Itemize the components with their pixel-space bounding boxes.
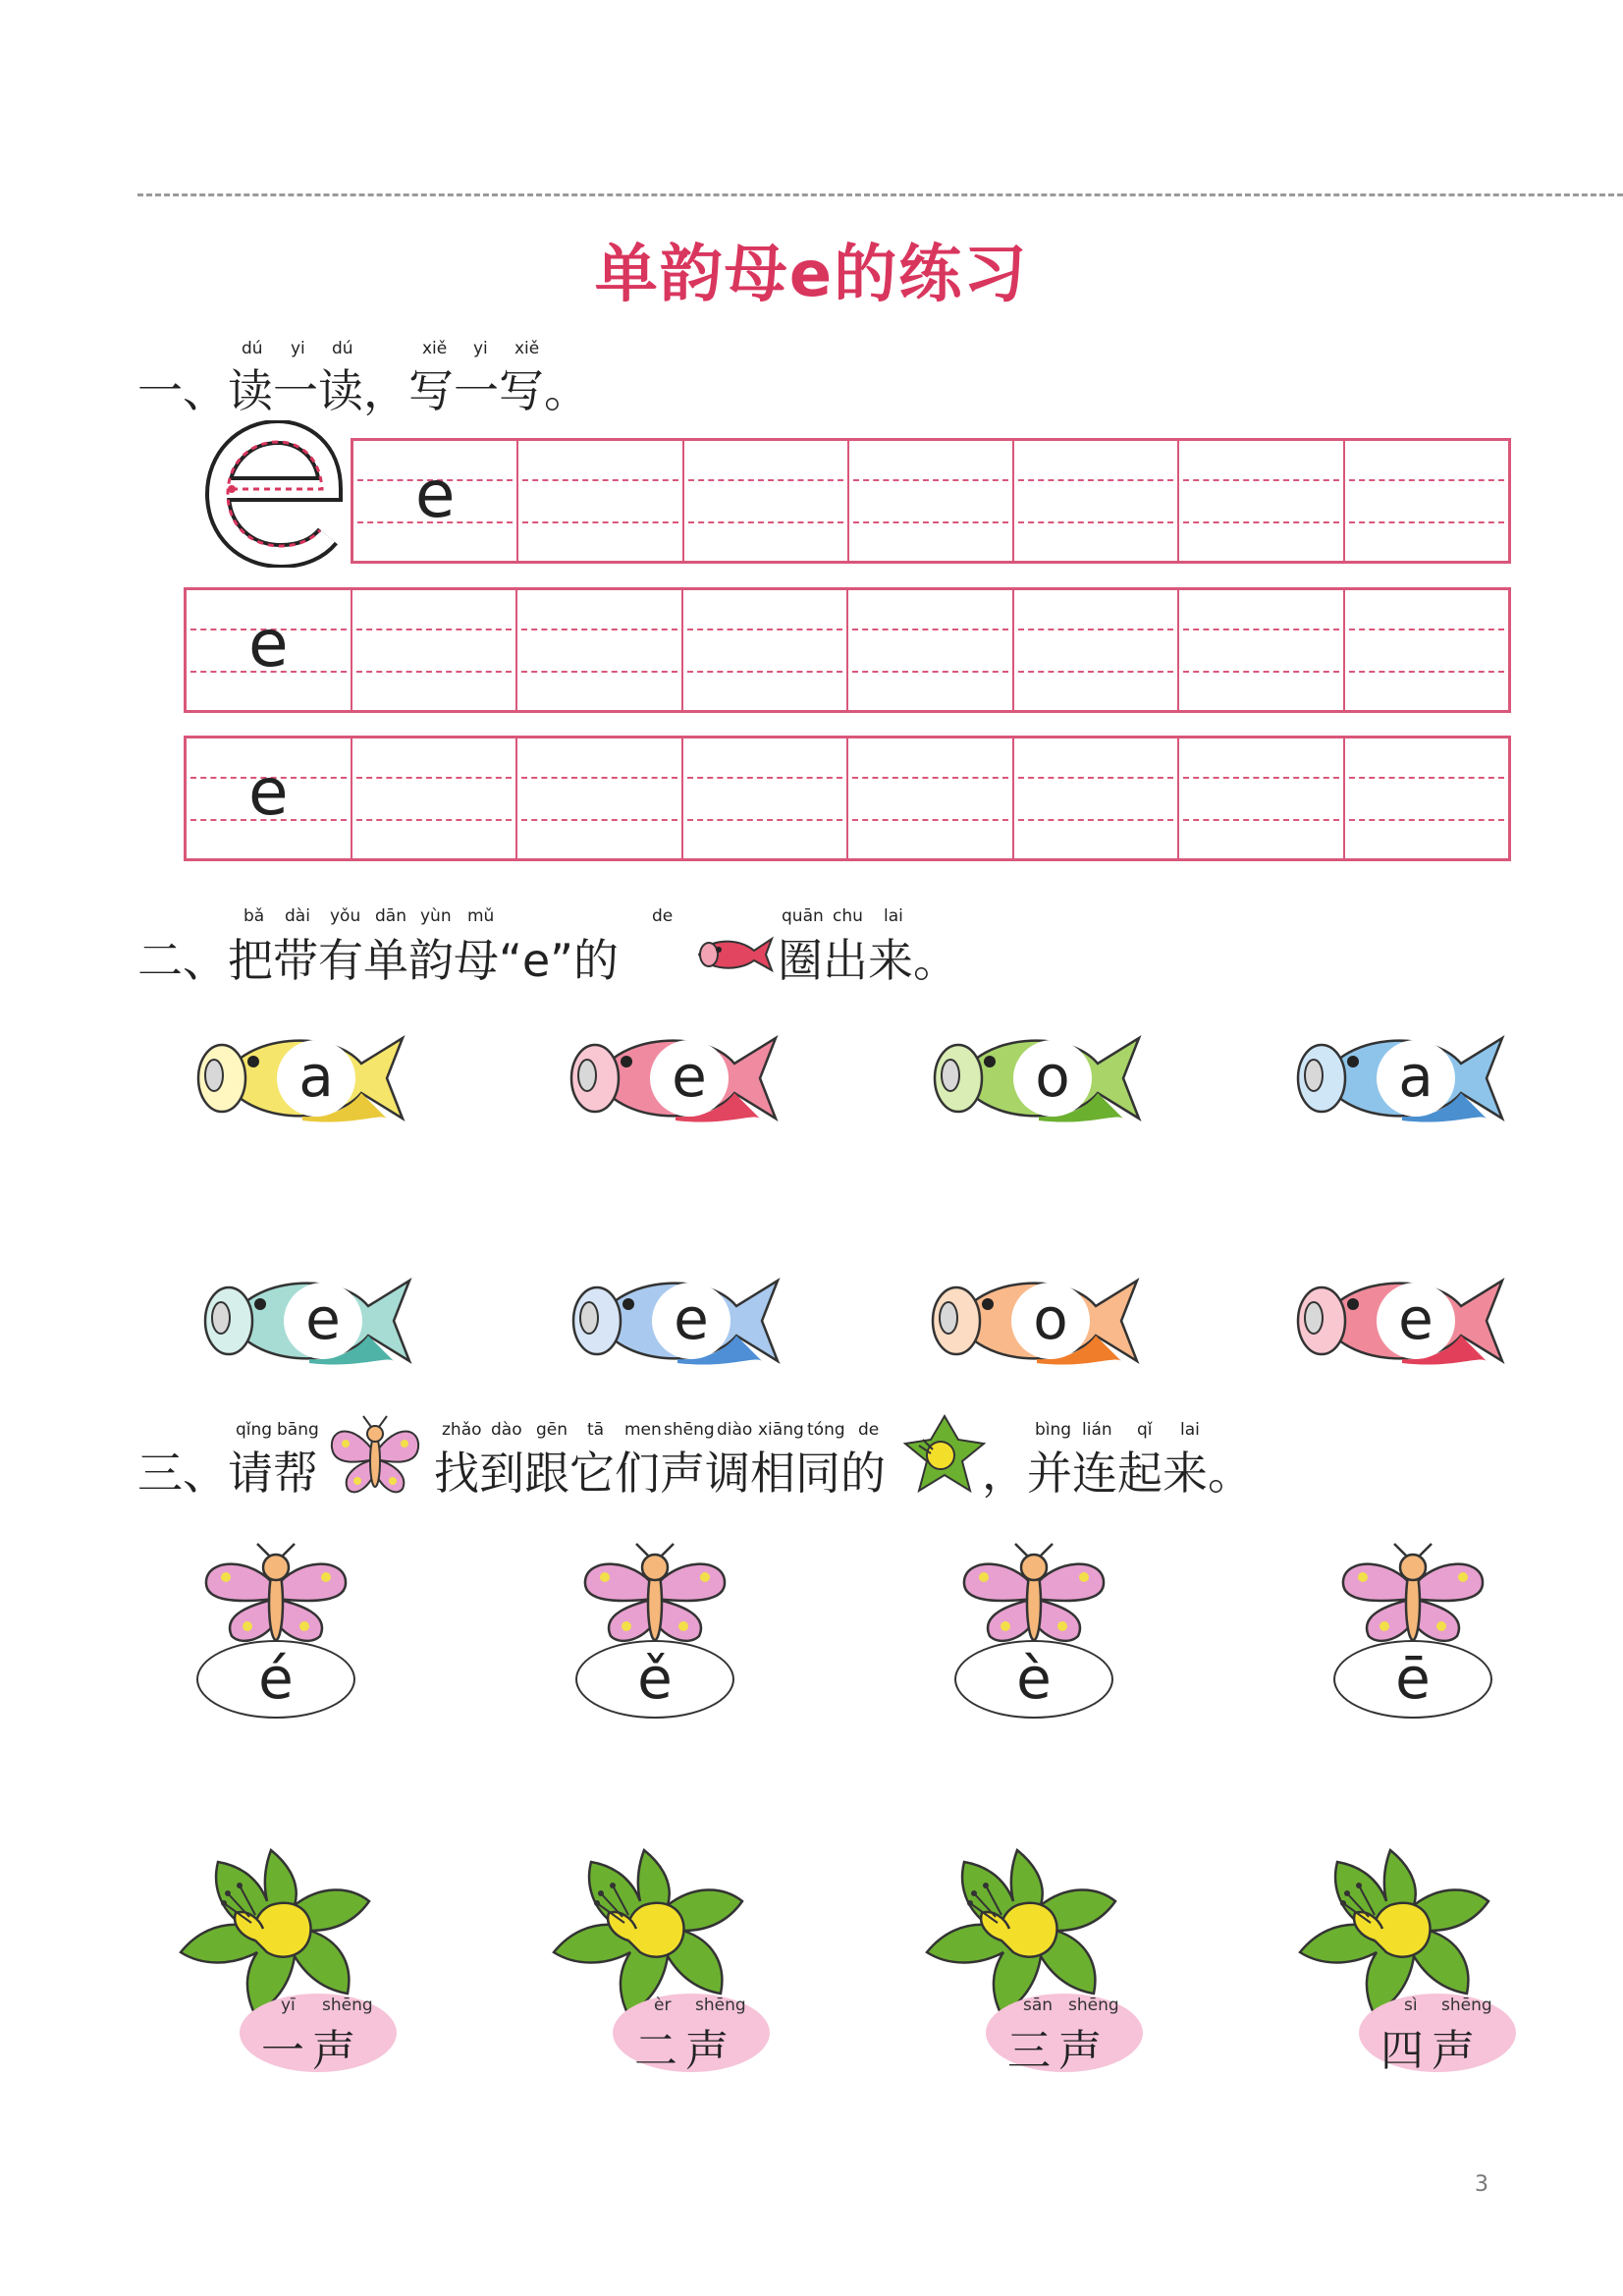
section-1-heading: 一、读一读，写一写。 bbox=[137, 364, 589, 417]
pinyin: de bbox=[858, 1420, 880, 1440]
grid-cell[interactable] bbox=[1012, 441, 1177, 561]
grid-cell[interactable] bbox=[516, 441, 681, 561]
tone-letter: é bbox=[196, 1640, 355, 1719]
tone-letter: ē bbox=[1333, 1640, 1492, 1719]
butterfly-icon bbox=[571, 1542, 738, 1650]
fish-letter: a bbox=[277, 1040, 355, 1117]
pinyin: zhǎo bbox=[442, 1420, 482, 1440]
pinyin: shēng bbox=[664, 1420, 715, 1440]
butterfly-icon bbox=[324, 1414, 426, 1499]
model-letter: e bbox=[247, 754, 289, 830]
flower-item[interactable] bbox=[546, 1846, 772, 2076]
grid-cell[interactable] bbox=[1177, 738, 1343, 858]
fish-item[interactable] bbox=[921, 1024, 1149, 1132]
pinyin: dào bbox=[491, 1420, 522, 1440]
butterfly-item[interactable] bbox=[1329, 1542, 1496, 1719]
butterfly-item[interactable] bbox=[192, 1542, 359, 1719]
grid-cell[interactable] bbox=[682, 441, 847, 561]
pinyin: quān bbox=[782, 906, 824, 926]
butterfly-item[interactable] bbox=[571, 1542, 738, 1719]
pinyin: xiě bbox=[422, 339, 448, 358]
grid-cell[interactable] bbox=[846, 738, 1012, 858]
fish-item[interactable] bbox=[919, 1267, 1147, 1375]
section-3-heading-c: ，并连起来。 bbox=[982, 1447, 1253, 1500]
pinyin: qǐng bbox=[236, 1420, 273, 1440]
fish-letter: o bbox=[1013, 1040, 1092, 1117]
pinyin: dài bbox=[285, 906, 310, 926]
pinyin: shēng bbox=[1441, 1995, 1492, 2015]
pinyin: yǒu bbox=[330, 906, 361, 926]
pinyin: shēng bbox=[1068, 1995, 1119, 2015]
fish-letter: e bbox=[652, 1283, 730, 1359]
pinyin: dú bbox=[332, 339, 353, 358]
section-3-heading-a: 三、请帮 bbox=[137, 1447, 318, 1500]
grid-cell[interactable] bbox=[515, 590, 681, 710]
butterfly-icon bbox=[1329, 1542, 1496, 1650]
pinyin: dān bbox=[375, 906, 406, 926]
pinyin: diào bbox=[717, 1420, 753, 1440]
model-letter: e bbox=[247, 606, 289, 682]
tone-letter: è bbox=[954, 1640, 1113, 1719]
fish-item[interactable] bbox=[191, 1267, 419, 1375]
pinyin: bāng bbox=[277, 1420, 319, 1440]
pinyin: gēn bbox=[536, 1420, 568, 1440]
pinyin: sān bbox=[1023, 1995, 1054, 2015]
pinyin: dú bbox=[242, 339, 263, 358]
grid-cell[interactable] bbox=[515, 738, 681, 858]
grid-cell[interactable] bbox=[681, 738, 847, 858]
grid-cell[interactable] bbox=[1012, 590, 1178, 710]
grid-cell[interactable] bbox=[1343, 441, 1508, 561]
pinyin: bǎ bbox=[243, 906, 265, 926]
butterfly-icon bbox=[950, 1542, 1117, 1650]
flower-item[interactable] bbox=[1292, 1846, 1518, 2076]
section-2-heading-b: 圈出来。 bbox=[778, 934, 958, 987]
fish-letter: e bbox=[650, 1040, 729, 1117]
pinyin: tóng bbox=[807, 1420, 845, 1440]
fish-item[interactable] bbox=[1284, 1267, 1512, 1375]
pinyin: shēng bbox=[695, 1995, 746, 2015]
grid-cell[interactable] bbox=[1343, 590, 1509, 710]
grid-cell[interactable] bbox=[351, 738, 516, 858]
pinyin: yi bbox=[291, 339, 305, 358]
pinyin: lai bbox=[884, 906, 903, 926]
fish-letter: a bbox=[1377, 1040, 1455, 1117]
pinyin: de bbox=[652, 906, 674, 926]
writing-grid-row-2 bbox=[184, 587, 1511, 713]
grid-cell[interactable] bbox=[187, 738, 351, 858]
fish-letter: e bbox=[1377, 1283, 1455, 1359]
fish-icon bbox=[693, 933, 776, 976]
pinyin: qǐ bbox=[1137, 1420, 1153, 1440]
fish-item[interactable] bbox=[558, 1024, 785, 1132]
pinyin: sì bbox=[1404, 1995, 1418, 2015]
grid-cell[interactable] bbox=[1177, 590, 1343, 710]
tone-label: 一声 bbox=[261, 2026, 363, 2076]
page-number: 3 bbox=[1475, 2172, 1488, 2197]
pinyin: chu bbox=[833, 906, 863, 926]
butterfly-icon bbox=[192, 1542, 359, 1650]
fish-item[interactable] bbox=[560, 1267, 787, 1375]
pinyin: èr bbox=[654, 1995, 672, 2015]
pinyin: men bbox=[624, 1420, 662, 1440]
section-2-heading-a: 二、把带有单韵母“e”的 bbox=[137, 934, 619, 987]
model-letter: e bbox=[414, 457, 456, 532]
pinyin: shēng bbox=[322, 1995, 373, 2015]
pinyin: mǔ bbox=[467, 906, 495, 926]
section-3-heading-b: 找到跟它们声调相同的 bbox=[434, 1447, 886, 1500]
fish-item[interactable] bbox=[1284, 1024, 1512, 1132]
flower-item[interactable] bbox=[173, 1846, 399, 2076]
grid-cell[interactable] bbox=[351, 590, 516, 710]
top-dashed-divider bbox=[137, 193, 1623, 196]
letter-e-stroke-guide-icon bbox=[204, 420, 352, 568]
flower-icon bbox=[901, 1410, 988, 1497]
fish-letter: o bbox=[1011, 1283, 1090, 1359]
flower-item[interactable] bbox=[919, 1846, 1145, 2076]
grid-cell[interactable] bbox=[1177, 441, 1342, 561]
pinyin: yi bbox=[473, 339, 488, 358]
pinyin: yùn bbox=[420, 906, 452, 926]
grid-cell[interactable] bbox=[353, 441, 516, 561]
tone-label: 三声 bbox=[1007, 2026, 1109, 2076]
tone-letter: ě bbox=[575, 1640, 734, 1719]
pinyin: lián bbox=[1082, 1420, 1112, 1440]
tone-label: 四声 bbox=[1380, 2026, 1483, 2076]
pinyin: bìng bbox=[1035, 1420, 1072, 1440]
fish-letter: e bbox=[284, 1283, 362, 1359]
grid-cell[interactable] bbox=[847, 441, 1012, 561]
grid-cell[interactable] bbox=[681, 590, 847, 710]
fish-item[interactable] bbox=[185, 1024, 412, 1132]
butterfly-item[interactable] bbox=[950, 1542, 1117, 1719]
pinyin: tā bbox=[587, 1420, 605, 1440]
writing-grid-row-3 bbox=[184, 736, 1511, 861]
pinyin: xiě bbox=[514, 339, 540, 358]
writing-grid-row-1 bbox=[351, 438, 1511, 564]
grid-cell[interactable] bbox=[846, 590, 1012, 710]
tone-label: 二声 bbox=[634, 2026, 736, 2076]
page-title: 单韵母e的练习 bbox=[594, 239, 1029, 311]
pinyin: xiāng bbox=[758, 1420, 804, 1440]
pinyin: yī bbox=[281, 1995, 296, 2015]
pinyin: lai bbox=[1180, 1420, 1200, 1440]
grid-cell[interactable] bbox=[1012, 738, 1178, 858]
grid-cell[interactable] bbox=[1343, 738, 1509, 858]
grid-cell[interactable] bbox=[187, 590, 351, 710]
